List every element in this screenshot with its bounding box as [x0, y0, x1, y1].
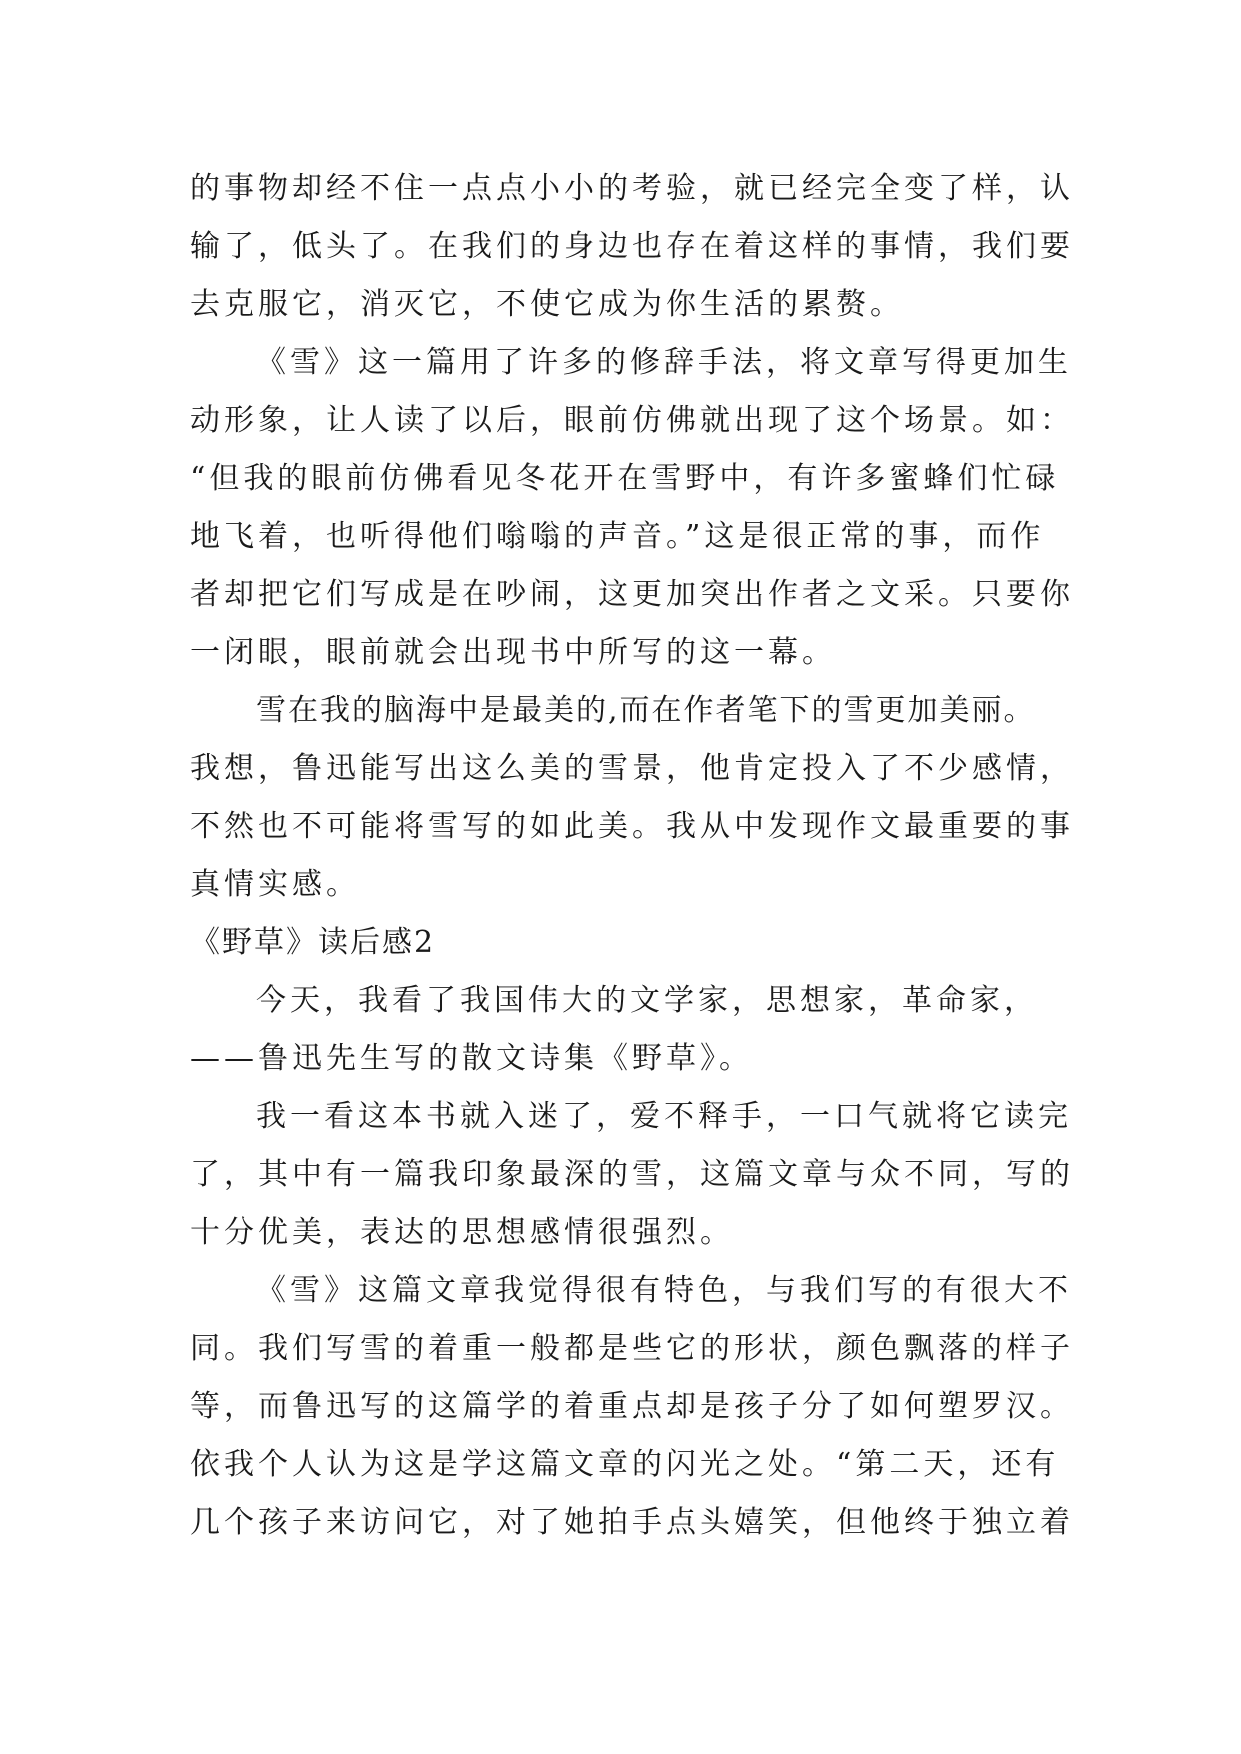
text-line: 动形象，让人读了以后，眼前仿佛就出现了这个场景。如：: [190, 403, 1074, 438]
text-line: 一闭眼，眼前就会出现书中所写的这一幕。: [190, 635, 836, 670]
text-line: 输了，低头了。在我们的身边也存在着这样的事情，我们要: [190, 229, 1074, 264]
paragraph-start-line: 今天，我看了我国伟大的文学家，思想家，革命家，: [256, 983, 1038, 1018]
paragraph-start-line: 雪在我的脑海中是最美的,而在作者笔下的雪更加美丽。: [256, 693, 1036, 728]
text-line: 同。我们写雪的着重一般都是些它的形状，颜色飘落的样子: [190, 1331, 1074, 1366]
text-line: 十分优美，表达的思想感情很强烈。: [190, 1215, 734, 1250]
text-line: “但我的眼前仿佛看见冬花开在雪野中，有许多蜜蜂们忙碌: [190, 461, 1060, 496]
text-line: 去克服它，消灭它，不使它成为你生活的累赘。: [190, 287, 904, 322]
text-line: 地飞着，也听得他们嗡嗡的声音。”这是很正常的事，而作: [190, 519, 1045, 554]
paragraph-start-line: 我一看这本书就入迷了，爱不释手，一口气就将它读完: [256, 1099, 1072, 1134]
text-line: 几个孩子来访问它，对了她拍手点头嬉笑，但他终于独立着: [190, 1505, 1074, 1540]
text-line: ——鲁迅先生写的散文诗集《野草》。: [190, 1041, 753, 1076]
text-line: 不然也不可能将雪写的如此美。我从中发现作文最重要的事: [190, 809, 1074, 844]
paragraph-start-line: 《雪》这篇文章我觉得很有特色，与我们写的有很大不: [256, 1273, 1072, 1308]
section-heading: 《野草》读后感2: [190, 925, 436, 960]
text-line: 我想，鲁迅能写出这么美的雪景，他肯定投入了不少感情，: [190, 751, 1074, 786]
paragraph-start-line: 《雪》这一篇用了许多的修辞手法，将文章写得更加生: [256, 345, 1072, 380]
text-line: 的事物却经不住一点点小小的考验，就已经完全变了样，认: [190, 171, 1074, 206]
body-text: [190, 160, 1074, 1552]
text-line: 了，其中有一篇我印象最深的雪，这篇文章与众不同，写的: [190, 1157, 1074, 1192]
text-line: 者却把它们写成是在吵闹，这更加突出作者之文采。只要你: [190, 577, 1074, 612]
text-line: 依我个人认为这是学这篇文章的闪光之处。“第二天，还有: [190, 1447, 1060, 1482]
text-line: 等，而鲁迅写的这篇学的着重点却是孩子分了如何塑罗汉。: [190, 1389, 1074, 1424]
text-line: 真情实感。: [190, 867, 360, 902]
